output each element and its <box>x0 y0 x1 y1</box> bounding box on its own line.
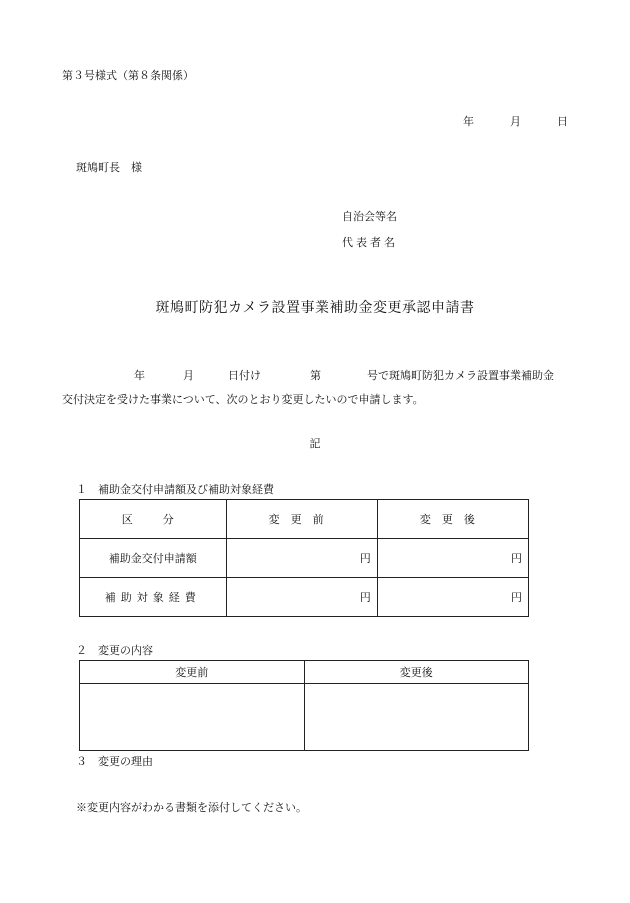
ki-heading: 記 <box>309 437 321 450</box>
table-header-row <box>80 661 529 684</box>
org-name-label: 自治会等名 <box>342 210 397 223</box>
section3-heading: ３ 変更の理由 <box>76 755 153 768</box>
body-number-prefix: 第 <box>310 369 321 382</box>
table-header-row <box>80 500 529 539</box>
body-dated: 日付け <box>228 369 261 382</box>
row-label: 補助金交付申請額 <box>80 539 227 578</box>
document-title: 斑鳩町防犯カメラ設置事業補助金変更承認申請書 <box>155 300 475 316</box>
header-after: 変更後 <box>377 500 528 539</box>
table-row <box>80 539 529 578</box>
row-label: 補助対象経費 <box>80 578 227 617</box>
date-year: 年 <box>463 115 474 128</box>
body-month: 月 <box>183 369 194 382</box>
after-amount-cell[interactable]: 円 <box>377 578 528 617</box>
addressee: 斑鳩町長 様 <box>76 161 142 174</box>
section2-heading: ２ 変更の内容 <box>76 644 153 657</box>
table-row <box>80 578 529 617</box>
change-content-table <box>79 660 529 751</box>
date-day: 日 <box>557 115 568 128</box>
header-before: 変更前 <box>80 661 305 684</box>
after-content-cell[interactable] <box>304 684 529 751</box>
representative-label: 代表者名 <box>342 236 398 249</box>
amount-table <box>79 499 529 617</box>
body-year: 年 <box>134 369 145 382</box>
body-line-2: 交付決定を受けた事業について、次のとおり変更したいので申請します。 <box>62 393 424 406</box>
before-amount-cell[interactable]: 円 <box>226 578 377 617</box>
before-content-cell[interactable] <box>80 684 305 751</box>
attachment-note: ※変更内容がわかる書類を添付してください。 <box>76 801 307 814</box>
date-month: 月 <box>510 115 521 128</box>
after-amount-cell[interactable]: 円 <box>377 539 528 578</box>
header-after: 変更後 <box>304 661 529 684</box>
header-category: 区分 <box>80 500 227 539</box>
form-number: 第３号様式（第８条関係） <box>62 69 194 82</box>
table-row <box>80 684 529 751</box>
header-before: 変更前 <box>226 500 377 539</box>
body-line1-rest: 号で斑鳩町防犯カメラ設置事業補助金 <box>367 369 554 382</box>
before-amount-cell[interactable]: 円 <box>226 539 377 578</box>
section1-heading: １ 補助金交付申請額及び補助対象経費 <box>76 483 274 496</box>
